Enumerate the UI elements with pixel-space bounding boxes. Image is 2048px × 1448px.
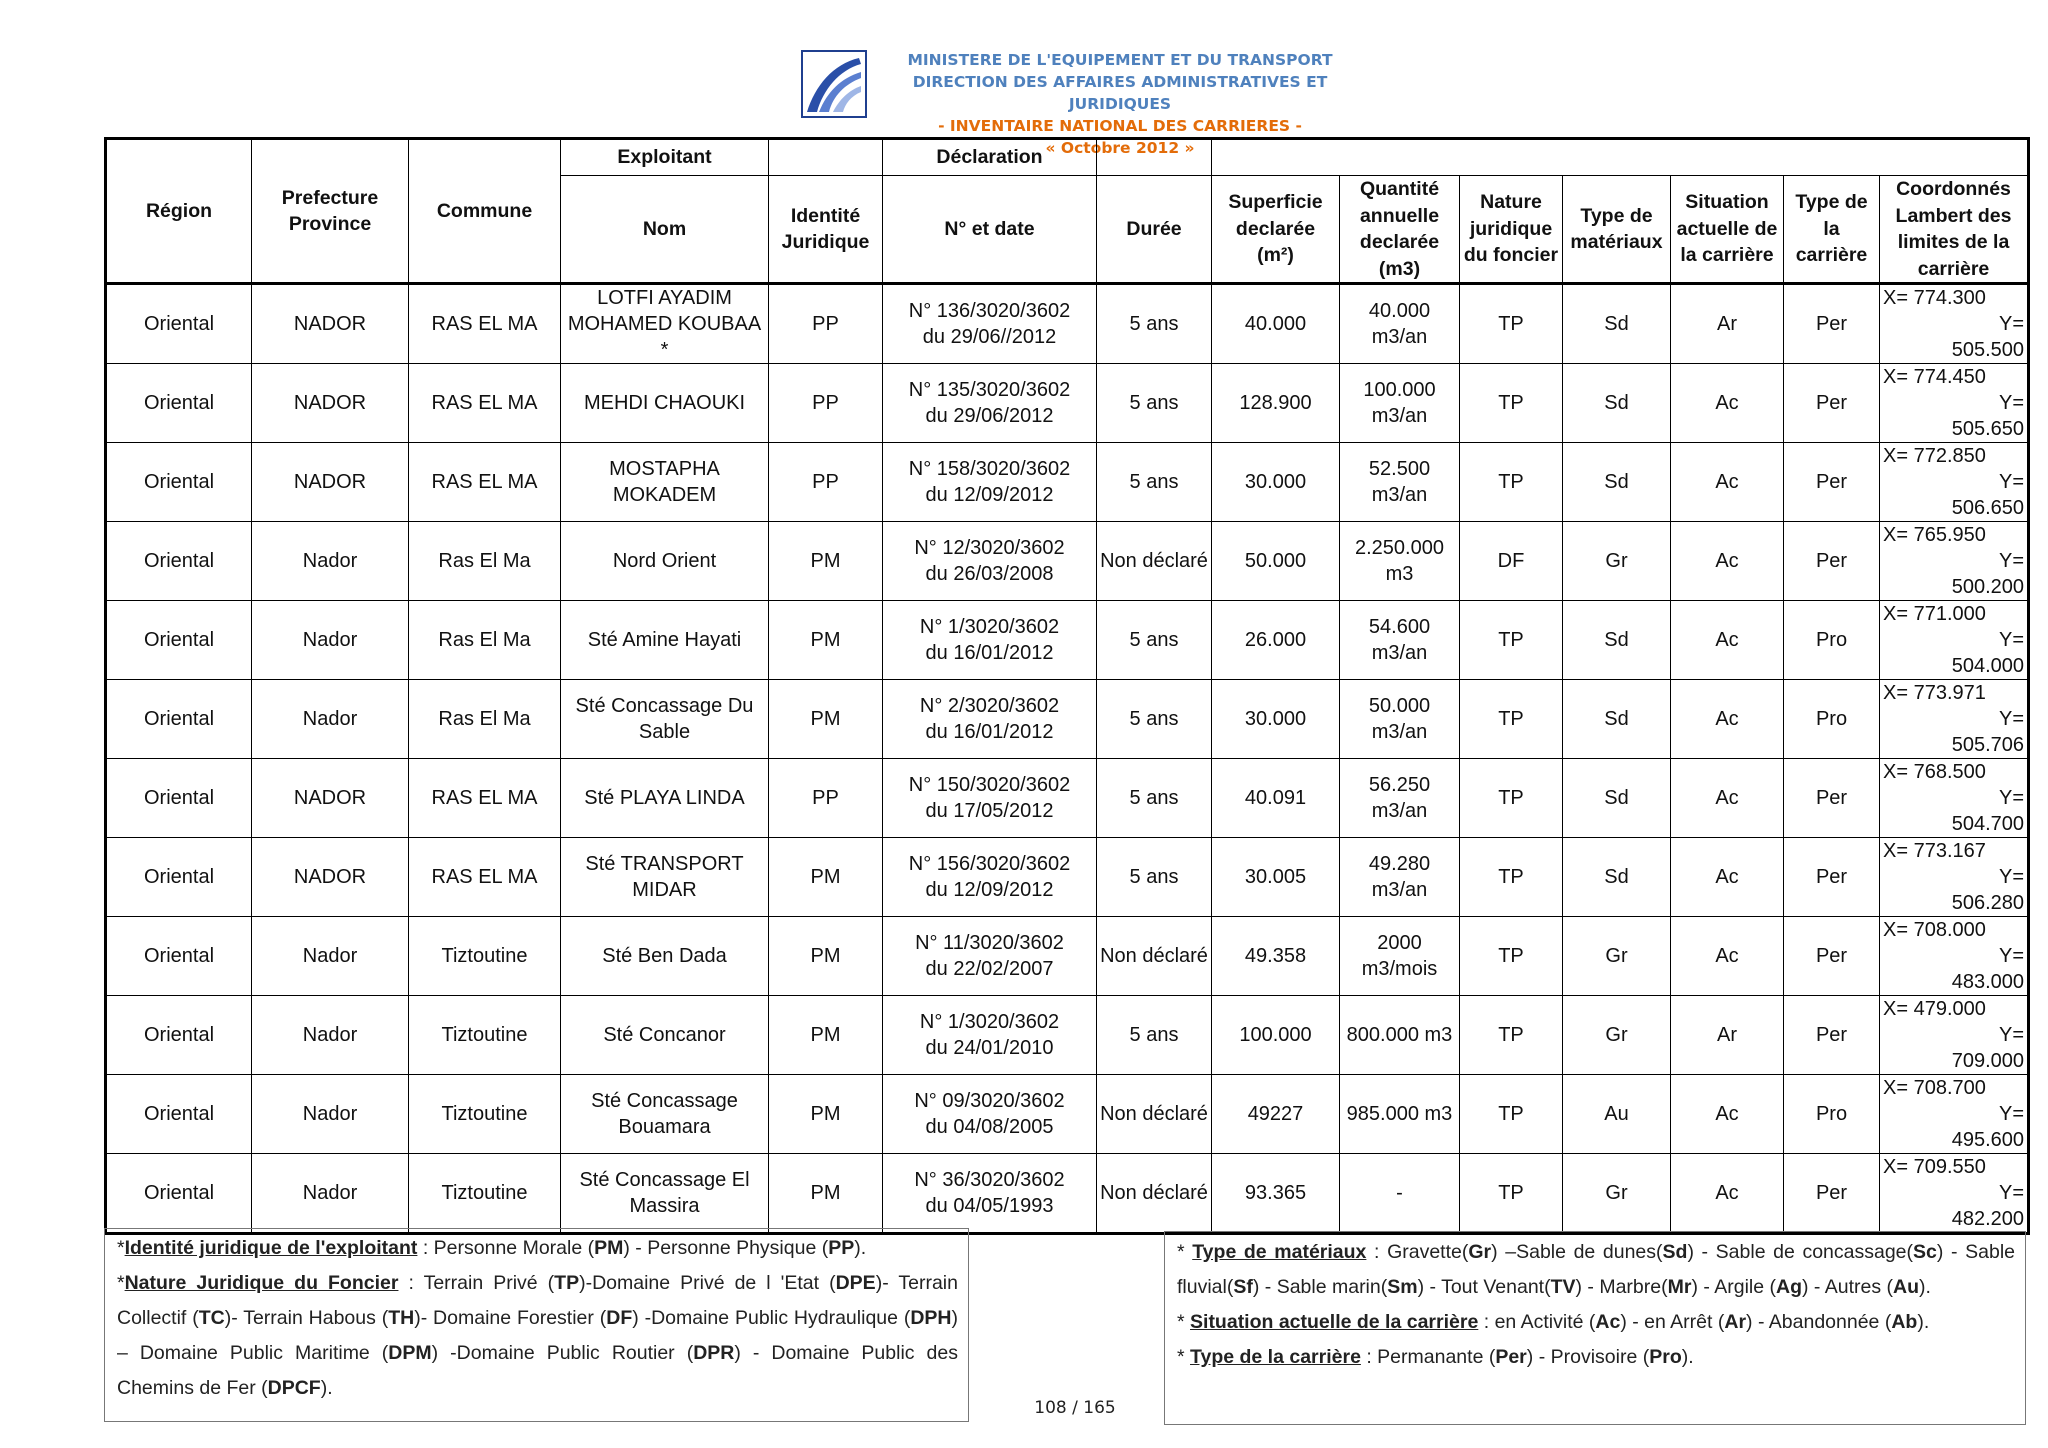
cell-nature: TP xyxy=(1460,680,1563,759)
cell-quantite: 49.280 m3/an xyxy=(1340,838,1460,917)
cell-identite: PM xyxy=(769,601,883,680)
cell-region: Oriental xyxy=(106,1154,252,1234)
cell-quantite: 52.500 m3/an xyxy=(1340,443,1460,522)
cell-materiaux: Au xyxy=(1563,1075,1671,1154)
table-row xyxy=(106,522,2029,601)
col-prefecture: Prefecture Province xyxy=(252,139,409,284)
declaration-date: du 16/01/2012 xyxy=(925,721,1054,743)
coord-x: X= 708.700 xyxy=(1883,1077,1986,1099)
legend-materiaux: * Type de matériaux : Gravette(Gr) –Sable de dunes(Sd) - Sable de concassage(Sc) - Sable fluvial(Sf) - Sable marin(Sm) - Tout Venant(TV) - Marbre(Mr) - Argile (Ag) - Autres (Au). xyxy=(1177,1241,2015,1298)
cell-coordonnees xyxy=(1880,443,2029,522)
cell-superficie: 100.000 xyxy=(1212,996,1340,1075)
declaration-number: N° 2/3020/3602 xyxy=(919,695,1060,717)
cell-declaration xyxy=(883,522,1097,601)
cell-situation: Ar xyxy=(1671,284,1784,364)
cell-superficie: 40.000 xyxy=(1212,284,1340,364)
cell-prefecture: NADOR xyxy=(252,443,409,522)
cell-nature: TP xyxy=(1460,364,1563,443)
legend-nature: *Nature Juridique du Foncier : Terrain Privé (TP)-Domaine Privé de l 'Etat (DPE)- Terrain Collectif (TC)- Terrain Habous (TH)- Domaine Forestier (DF) -Domaine Public Hydraulique (DPH) – Domaine Public Maritime (DPM) -Domaine Public Routier (DPR) - Domaine Public des Chemins de Fer (DPCF). xyxy=(117,1272,959,1399)
cell-prefecture: NADOR xyxy=(252,284,409,364)
coord-y: 709.000 xyxy=(1951,1050,2025,1072)
header-direction: DIRECTION DES AFFAIRES ADMINISTRATIVES ET JURIDIQUES xyxy=(912,73,1328,113)
coord-y: 500.200 xyxy=(1951,576,2025,598)
cell-identite: PM xyxy=(769,838,883,917)
cell-region: Oriental xyxy=(106,838,252,917)
cell-duree: 5 ans xyxy=(1097,443,1212,522)
coord-y: 506.280 xyxy=(1951,892,2025,914)
cell-declaration xyxy=(883,996,1097,1075)
declaration-date: du 16/01/2012 xyxy=(925,642,1054,664)
legend-materiaux-text: : Gravette(Gr) –Sable de dunes(Sd) - Sable de concassage(Sc) - Sable fluvial(Sf) - Sable marin(Sm) - Tout Venant(TV) - Marbre(Mr) - Argile (Ag) - Autres (Au). xyxy=(1177,1241,2015,1298)
legend-identite-title: Identité juridique de l'exploitant xyxy=(124,1237,418,1259)
cell-declaration xyxy=(883,759,1097,838)
coord-x: X= 774.300 xyxy=(1883,287,1986,309)
cell-duree: 5 ans xyxy=(1097,996,1212,1075)
cell-identite: PM xyxy=(769,917,883,996)
declaration-number: N° 1/3020/3602 xyxy=(919,1011,1060,1033)
cell-nom: Sté Concassage El Massira xyxy=(561,1154,769,1234)
legend-situation-title: Situation actuelle de la carrière xyxy=(1190,1311,1479,1333)
cell-duree: 5 ans xyxy=(1097,601,1212,680)
cell-materiaux: Sd xyxy=(1563,680,1671,759)
cell-prefecture: Nador xyxy=(252,522,409,601)
cell-prefecture: Nador xyxy=(252,601,409,680)
cell-nature: TP xyxy=(1460,759,1563,838)
cell-commune: RAS EL MA xyxy=(409,284,561,364)
cell-nature: TP xyxy=(1460,1154,1563,1234)
table-row xyxy=(106,680,2029,759)
declaration-date: du 12/09/2012 xyxy=(925,879,1054,901)
declaration-date: du 12/09/2012 xyxy=(925,484,1054,506)
table-row xyxy=(106,364,2029,443)
cell-duree: 5 ans xyxy=(1097,680,1212,759)
cell-superficie: 49227 xyxy=(1212,1075,1340,1154)
declaration-date: du 29/06//2012 xyxy=(922,326,1057,348)
declaration-date: du 04/08/2005 xyxy=(925,1116,1054,1138)
cell-nom: Sté Amine Hayati xyxy=(561,601,769,680)
cell-nom: Sté Concanor xyxy=(561,996,769,1075)
coord-x: X= 773.167 xyxy=(1883,840,1986,862)
cell-type-carriere: Pro xyxy=(1784,601,1880,680)
legend-nature-title: Nature Juridique du Foncier xyxy=(124,1272,399,1294)
cell-materiaux: Sd xyxy=(1563,443,1671,522)
declaration-number: N° 156/3020/3602 xyxy=(908,853,1071,875)
coord-y-label: Y= xyxy=(1998,550,2025,572)
cell-nature: TP xyxy=(1460,838,1563,917)
cell-situation: Ac xyxy=(1671,1075,1784,1154)
cell-nom: Sté Concassage Du Sable xyxy=(561,680,769,759)
coord-y: 505.650 xyxy=(1951,418,2025,440)
col-region: Région xyxy=(106,139,252,284)
declaration-date: du 04/05/1993 xyxy=(925,1195,1054,1217)
declaration-date: du 22/02/2007 xyxy=(925,958,1054,980)
cell-quantite: 40.000 m3/an xyxy=(1340,284,1460,364)
cell-declaration xyxy=(883,443,1097,522)
cell-type-carriere: Pro xyxy=(1784,1075,1880,1154)
col-type-carriere: Type de la carrière xyxy=(1784,176,1880,284)
cell-materiaux: Sd xyxy=(1563,759,1671,838)
cell-quantite: 50.000 m3/an xyxy=(1340,680,1460,759)
cell-quantite: 2000 m3/mois xyxy=(1340,917,1460,996)
cell-quantite: 800.000 m3 xyxy=(1340,996,1460,1075)
coord-y-label: Y= xyxy=(1998,471,2025,493)
cell-identite: PM xyxy=(769,522,883,601)
cell-quantite: 100.000 m3/an xyxy=(1340,364,1460,443)
cell-materiaux: Gr xyxy=(1563,522,1671,601)
cell-region: Oriental xyxy=(106,522,252,601)
declaration-number: N° 150/3020/3602 xyxy=(908,774,1071,796)
declaration-date: du 17/05/2012 xyxy=(925,800,1054,822)
legend-identite-text: : Personne Morale (PM) - Personne Physique (PP). xyxy=(422,1237,867,1259)
cell-declaration xyxy=(883,838,1097,917)
declaration-date: du 26/03/2008 xyxy=(925,563,1054,585)
cell-declaration xyxy=(883,917,1097,996)
table-row xyxy=(106,838,2029,917)
cell-prefecture: NADOR xyxy=(252,364,409,443)
cell-type-carriere: Per xyxy=(1784,917,1880,996)
cell-prefecture: Nador xyxy=(252,1154,409,1234)
coord-y-label: Y= xyxy=(1998,1103,2025,1125)
cell-duree: Non déclaré xyxy=(1097,917,1212,996)
cell-identite: PM xyxy=(769,1154,883,1234)
col-numero-date: N° et date xyxy=(883,176,1097,284)
cell-nom: LOTFI AYADIM MOHAMED KOUBAA * xyxy=(561,284,769,364)
cell-commune: Tiztoutine xyxy=(409,996,561,1075)
coord-y-label: Y= xyxy=(1998,945,2025,967)
coord-y-label: Y= xyxy=(1998,708,2025,730)
coord-y-label: Y= xyxy=(1998,629,2025,651)
legend-right xyxy=(1164,1231,2026,1425)
coord-y: 483.000 xyxy=(1951,971,2025,993)
col-nature: Nature juridique du foncier xyxy=(1460,176,1563,284)
cell-region: Oriental xyxy=(106,1075,252,1154)
cell-commune: Tiztoutine xyxy=(409,1075,561,1154)
cell-quantite: 985.000 m3 xyxy=(1340,1075,1460,1154)
table-row xyxy=(106,284,2029,364)
cell-declaration xyxy=(883,601,1097,680)
cell-declaration xyxy=(883,680,1097,759)
coord-x: X= 479.000 xyxy=(1883,998,1986,1020)
cell-superficie: 30.000 xyxy=(1212,443,1340,522)
legend-situation: * Situation actuelle de la carrière : en Activité (Ac) - en Arrêt (Ar) - Abandonnée (Ab). xyxy=(1177,1311,1930,1333)
cell-declaration xyxy=(883,1154,1097,1234)
coord-y: 482.200 xyxy=(1951,1208,2025,1230)
coord-x: X= 768.500 xyxy=(1883,761,1986,783)
cell-coordonnees xyxy=(1880,284,2029,364)
cell-duree: 5 ans xyxy=(1097,838,1212,917)
cell-commune: RAS EL MA xyxy=(409,759,561,838)
cell-nom: Sté PLAYA LINDA xyxy=(561,759,769,838)
cell-commune: RAS EL MA xyxy=(409,364,561,443)
cell-nature: TP xyxy=(1460,996,1563,1075)
legend-materiaux-title: Type de matériaux xyxy=(1192,1241,1367,1263)
cell-coordonnees xyxy=(1880,1154,2029,1234)
col-nom: Nom xyxy=(561,176,769,284)
cell-type-carriere: Per xyxy=(1784,996,1880,1075)
coord-x: X= 765.950 xyxy=(1883,524,1986,546)
cell-quantite: - xyxy=(1340,1154,1460,1234)
cell-identite: PP xyxy=(769,443,883,522)
cell-prefecture: Nador xyxy=(252,1075,409,1154)
cell-duree: Non déclaré xyxy=(1097,522,1212,601)
declaration-number: N° 12/3020/3602 xyxy=(914,537,1065,559)
cell-coordonnees xyxy=(1880,759,2029,838)
page-number: 108 / 165 xyxy=(1034,1398,1116,1418)
declaration-number: N° 136/3020/3602 xyxy=(908,300,1071,322)
cell-materiaux: Gr xyxy=(1563,917,1671,996)
cell-nature: TP xyxy=(1460,917,1563,996)
coord-y: 504.700 xyxy=(1951,813,2025,835)
cell-commune: Ras El Ma xyxy=(409,522,561,601)
cell-type-carriere: Per xyxy=(1784,364,1880,443)
cell-situation: Ac xyxy=(1671,364,1784,443)
declaration-number: N° 36/3020/3602 xyxy=(914,1169,1065,1191)
cell-type-carriere: Per xyxy=(1784,1154,1880,1234)
cell-region: Oriental xyxy=(106,917,252,996)
cell-commune: RAS EL MA xyxy=(409,443,561,522)
cell-situation: Ac xyxy=(1671,443,1784,522)
cell-coordonnees xyxy=(1880,996,2029,1075)
cell-prefecture: Nador xyxy=(252,680,409,759)
declaration-date: du 29/06/2012 xyxy=(925,405,1054,427)
col-quantite: Quantité annuelle declarée (m3) xyxy=(1340,176,1460,284)
cell-coordonnees xyxy=(1880,364,2029,443)
cell-situation: Ac xyxy=(1671,759,1784,838)
cell-nom: Nord Orient xyxy=(561,522,769,601)
cell-duree: Non déclaré xyxy=(1097,1075,1212,1154)
cell-situation: Ac xyxy=(1671,601,1784,680)
cell-nature: TP xyxy=(1460,284,1563,364)
cell-nature: TP xyxy=(1460,601,1563,680)
cell-type-carriere: Pro xyxy=(1784,680,1880,759)
coord-y-label: Y= xyxy=(1998,313,2025,335)
cell-superficie: 93.365 xyxy=(1212,1154,1340,1234)
cell-region: Oriental xyxy=(106,364,252,443)
cell-situation: Ac xyxy=(1671,680,1784,759)
cell-materiaux: Sd xyxy=(1563,284,1671,364)
cell-region: Oriental xyxy=(106,680,252,759)
col-duree: Durée xyxy=(1097,176,1212,284)
cell-nom: MEHDI CHAOUKI xyxy=(561,364,769,443)
cell-superficie: 30.005 xyxy=(1212,838,1340,917)
cell-duree: 5 ans xyxy=(1097,284,1212,364)
cell-coordonnees xyxy=(1880,838,2029,917)
coord-y-label: Y= xyxy=(1998,1182,2025,1204)
legend-type-text: : Permanante (Per) - Provisoire (Pro). xyxy=(1366,1346,1694,1368)
coord-y: 495.600 xyxy=(1951,1129,2025,1151)
cell-materiaux: Sd xyxy=(1563,364,1671,443)
coord-x: X= 772.850 xyxy=(1883,445,1986,467)
header-ministry: MINISTERE DE L'EQUIPEMENT ET DU TRANSPORT xyxy=(907,51,1333,69)
cell-quantite: 54.600 m3/an xyxy=(1340,601,1460,680)
group-declaration-blank xyxy=(1097,139,1212,176)
table-row xyxy=(106,443,2029,522)
cell-duree: Non déclaré xyxy=(1097,1154,1212,1234)
coord-y: 505.500 xyxy=(1951,339,2025,361)
cell-type-carriere: Per xyxy=(1784,284,1880,364)
cell-region: Oriental xyxy=(106,443,252,522)
cell-nom: Sté TRANSPORT MIDAR xyxy=(561,838,769,917)
coord-y-label: Y= xyxy=(1998,1024,2025,1046)
cell-superficie: 30.000 xyxy=(1212,680,1340,759)
cell-situation: Ac xyxy=(1671,522,1784,601)
cell-prefecture: NADOR xyxy=(252,759,409,838)
cell-type-carriere: Per xyxy=(1784,522,1880,601)
cell-nature: TP xyxy=(1460,1075,1563,1154)
cell-commune: Tiztoutine xyxy=(409,917,561,996)
cell-prefecture: Nador xyxy=(252,917,409,996)
cell-situation: Ac xyxy=(1671,838,1784,917)
cell-coordonnees xyxy=(1880,917,2029,996)
declaration-number: N° 11/3020/3602 xyxy=(915,932,1064,954)
coord-y-label: Y= xyxy=(1998,392,2025,414)
cell-materiaux: Gr xyxy=(1563,1154,1671,1234)
cell-coordonnees xyxy=(1880,680,2029,759)
cell-region: Oriental xyxy=(106,284,252,364)
table-row xyxy=(106,759,2029,838)
cell-coordonnees xyxy=(1880,1075,2029,1154)
col-commune: Commune xyxy=(409,139,561,284)
coord-y: 504.000 xyxy=(1951,655,2025,677)
legend-nature-text: : Terrain Privé (TP)-Domaine Privé de l 'Etat (DPE)- Terrain Collectif (TC)- Terrain Habous (TH)- Domaine Forestier (DF) -Domaine Public Hydraulique (DPH) – Domaine Public Maritime (DPM) -Domaine Public Routier (DPR) - Domaine Public des Chemins de Fer (DPCF). xyxy=(117,1272,959,1399)
cell-materiaux: Sd xyxy=(1563,838,1671,917)
cell-coordonnees xyxy=(1880,601,2029,680)
cell-nom: Sté Ben Dada xyxy=(561,917,769,996)
cell-identite: PM xyxy=(769,1075,883,1154)
legend-type: * Type de la carrière : Permanante (Per) - Provisoire (Pro). xyxy=(1177,1346,1694,1368)
cell-coordonnees xyxy=(1880,522,2029,601)
table-row xyxy=(106,1075,2029,1154)
coord-x: X= 708.000 xyxy=(1883,919,1986,941)
cell-identite: PP xyxy=(769,364,883,443)
cell-duree: 5 ans xyxy=(1097,759,1212,838)
col-superficie: Superficie declarée (m²) xyxy=(1212,176,1340,284)
cell-identite: PP xyxy=(769,284,883,364)
group-exploitant-blank xyxy=(769,139,883,176)
cell-superficie: 50.000 xyxy=(1212,522,1340,601)
cell-type-carriere: Per xyxy=(1784,838,1880,917)
cell-superficie: 49.358 xyxy=(1212,917,1340,996)
coord-x: X= 773.971 xyxy=(1883,682,1986,704)
table-row xyxy=(106,917,2029,996)
declaration-number: N° 158/3020/3602 xyxy=(908,458,1071,480)
cell-nature: DF xyxy=(1460,522,1563,601)
cell-quantite: 2.250.000 m3 xyxy=(1340,522,1460,601)
cell-superficie: 40.091 xyxy=(1212,759,1340,838)
cell-situation: Ar xyxy=(1671,996,1784,1075)
legend-situation-text: : en Activité (Ac) - en Arrêt (Ar) - Abandonnée (Ab). xyxy=(1483,1311,1930,1333)
cell-identite: PM xyxy=(769,996,883,1075)
legend-type-title: Type de la carrière xyxy=(1190,1346,1361,1368)
cell-region: Oriental xyxy=(106,759,252,838)
cell-region: Oriental xyxy=(106,996,252,1075)
coord-y-label: Y= xyxy=(1998,866,2025,888)
coord-y: 505.706 xyxy=(1951,734,2025,756)
cell-materiaux: Sd xyxy=(1563,601,1671,680)
cell-quantite: 56.250 m3/an xyxy=(1340,759,1460,838)
cell-commune: Tiztoutine xyxy=(409,1154,561,1234)
table-row xyxy=(106,601,2029,680)
coord-x: X= 774.450 xyxy=(1883,366,1986,388)
group-exploitant: Exploitant xyxy=(561,139,769,176)
col-situation: Situation actuelle de la carrière xyxy=(1671,176,1784,284)
ministry-logo xyxy=(801,50,867,118)
cell-superficie: 128.900 xyxy=(1212,364,1340,443)
cell-commune: Ras El Ma xyxy=(409,601,561,680)
declaration-date: du 24/01/2010 xyxy=(925,1037,1054,1059)
cell-prefecture: Nador xyxy=(252,996,409,1075)
declaration-number: N° 1/3020/3602 xyxy=(919,616,1060,638)
cell-declaration xyxy=(883,284,1097,364)
cell-duree: 5 ans xyxy=(1097,364,1212,443)
cell-materiaux: Gr xyxy=(1563,996,1671,1075)
cell-situation: Ac xyxy=(1671,917,1784,996)
cell-region: Oriental xyxy=(106,601,252,680)
cell-identite: PP xyxy=(769,759,883,838)
coord-y: 506.650 xyxy=(1951,497,2025,519)
group-blank xyxy=(1212,139,2029,176)
table-row xyxy=(106,996,2029,1075)
cell-situation: Ac xyxy=(1671,1154,1784,1234)
col-type-materiaux: Type de matériaux xyxy=(1563,176,1671,284)
coord-x: X= 771.000 xyxy=(1883,603,1986,625)
col-coordonnees: Coordonnés Lambert des limites de la carrière xyxy=(1880,176,2029,284)
declaration-number: N° 09/3020/3602 xyxy=(914,1090,1065,1112)
legend-identite: *Identité juridique de l'exploitant : Personne Morale (PM) - Personne Physique (PP). xyxy=(117,1237,867,1259)
col-identite: Identité Juridique xyxy=(769,176,883,284)
cell-commune: RAS EL MA xyxy=(409,838,561,917)
table-row xyxy=(106,1154,2029,1234)
header-inventory: - INVENTAIRE NATIONAL DES CARRIERES - xyxy=(938,117,1302,135)
cell-type-carriere: Per xyxy=(1784,759,1880,838)
cell-commune: Ras El Ma xyxy=(409,680,561,759)
cell-superficie: 26.000 xyxy=(1212,601,1340,680)
cell-declaration xyxy=(883,1075,1097,1154)
cell-nom: Sté Concassage Bouamara xyxy=(561,1075,769,1154)
cell-type-carriere: Per xyxy=(1784,443,1880,522)
cell-identite: PM xyxy=(769,680,883,759)
coord-x: X= 709.550 xyxy=(1883,1156,1986,1178)
cell-declaration xyxy=(883,364,1097,443)
carrieres-table xyxy=(104,137,2030,1235)
coord-y-label: Y= xyxy=(1998,787,2025,809)
header-date: « Octobre 2012 » xyxy=(1045,139,1195,157)
declaration-number: N° 135/3020/3602 xyxy=(908,379,1071,401)
cell-prefecture: NADOR xyxy=(252,838,409,917)
cell-nom: MOSTAPHA MOKADEM xyxy=(561,443,769,522)
legend-left xyxy=(104,1228,969,1422)
cell-nature: TP xyxy=(1460,443,1563,522)
group-declaration: Déclaration xyxy=(883,139,1097,176)
